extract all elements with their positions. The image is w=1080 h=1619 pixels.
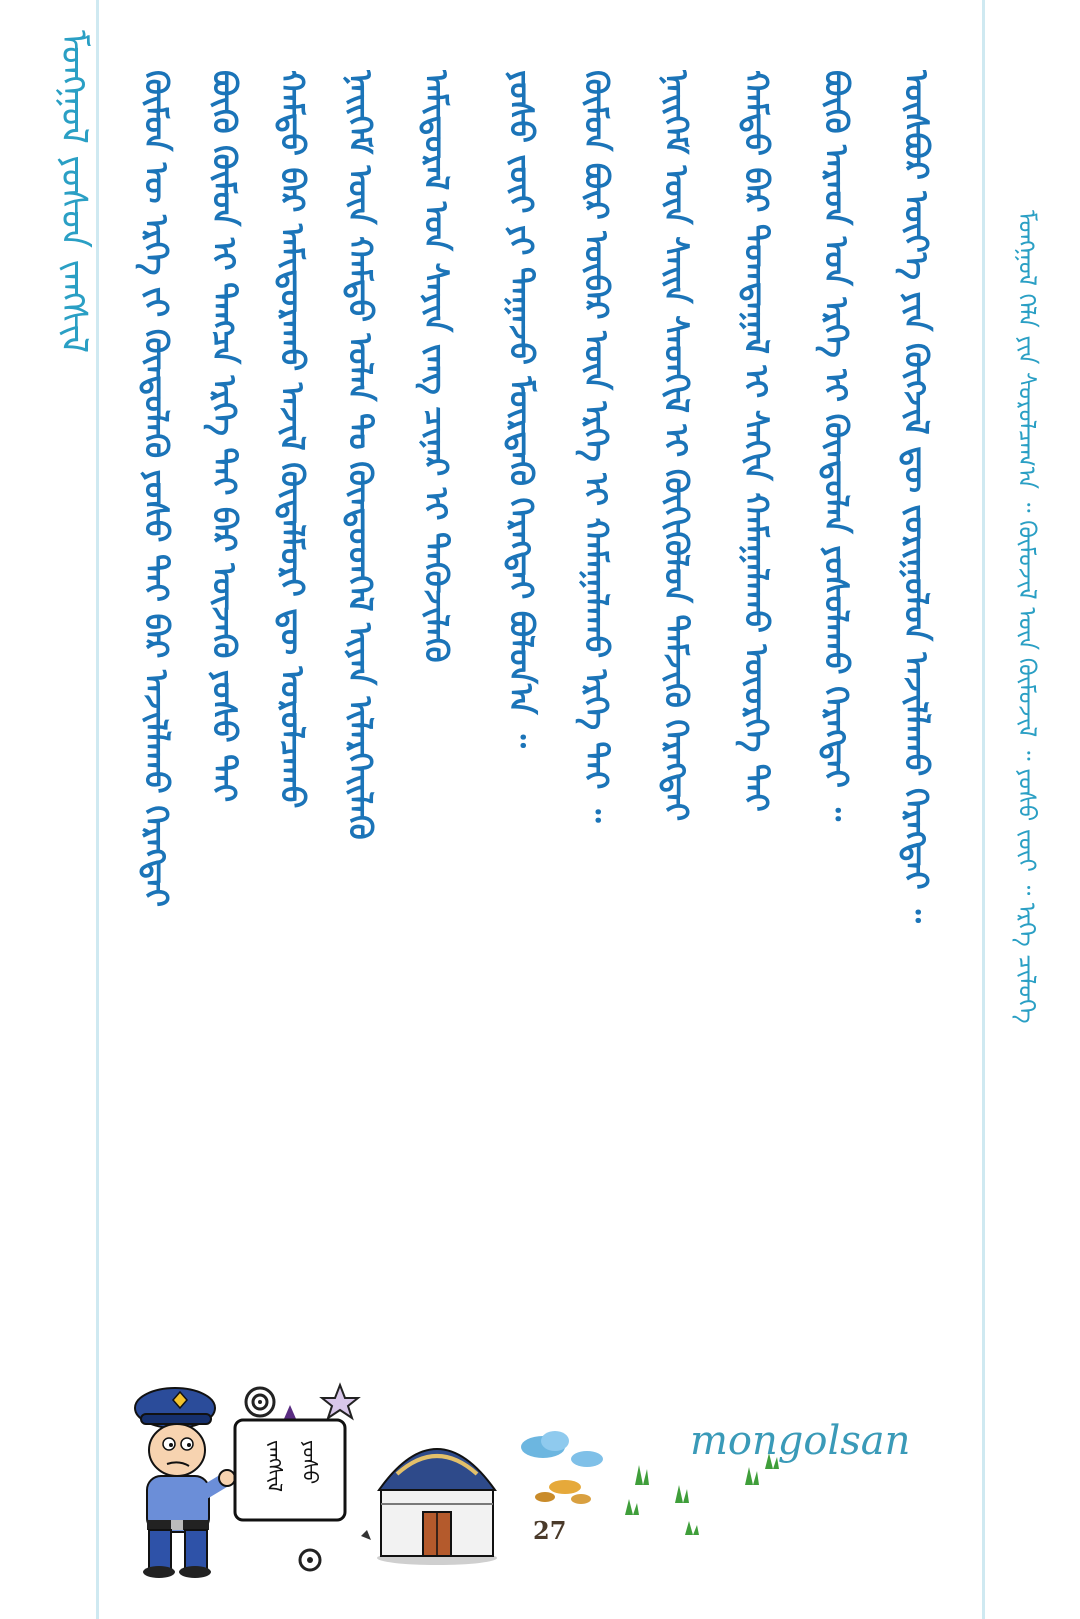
page-number: 27 [533,1516,567,1545]
text-line: ᠬᠦᠮᠦᠨ ᠪᠦᠷ ᠥᠪᠡᠷ ᠦᠨ ᠡᠷᠬᠡ ᠢ ᠬᠠᠮᠠᠭᠠᠯᠠᠬᠤ ᠡᠷᠬᠡ ᠲᠡᠢ ᠃ [577,70,616,823]
text-line: ᠨᠡᠢᠭᠡᠮ ᠦᠨ ᠰᠠᠢᠨ ᠰᠡᠳᠬᠢᠯ ᠢ ᠬᠥᠬᠢᠭᠦᠯᠦᠨ ᠳᠡᠮᠵᠢᠬᠦ ᠬᠡᠷᠡᠭᠲᠡᠢ [657,70,696,822]
text-line: ᠪᠦᠬᠦ ᠠᠷᠠᠳ ᠤᠨ ᠡᠷᠬᠡ ᠢ ᠬᠦᠨᠳᠦᠯᠡᠨ ᠶᠣᠰᠣᠯᠠᠬᠤ ᠬᠡᠷᠡᠭᠲᠡᠢ ᠃ [817,70,856,822]
running-header [10,30,94,990]
yurt-illustration [375,1418,500,1568]
text-line: ᠠᠮᠢᠳᠤᠷᠠᠯ ᠤᠨ ᠰᠠᠶᠢᠨ ᠵᠠᠩ ᠴᠢᠨᠠᠷ ᠢ ᠲᠡᠭᠦᠵᠢᠯᠡᠬᠦ [417,70,456,663]
right-margin-rule [982,0,985,1619]
running-footer [998,210,1058,1370]
body-text [130,70,960,1400]
policeman-illustration [125,1380,375,1580]
running-footer-text: ᠮᠣᠩᠭᠣᠯ ᠬᠡᠯᠡ ᠶᠢᠨ ᠰᠤᠷᠤᠯᠴᠠᠭ᠎ᠠ ᠃ ᠬᠦᠮᠦᠵᠢᠯ ᠦᠨ ᠬᠥᠮᠦᠵᠢᠯ ᠃ ᠶᠣᠰᠣ ᠵᠦᠢ ᠃ ᠡᠷᠬᠡ ᠴᠢᠯᠥᠭᠡ [1013,210,1041,1024]
text-line: ᠬᠠᠮᠲᠤ ᠪᠡᠷ ᠠᠮᠢᠳᠤᠷᠠᠬᠤ ᠠᠵᠢᠯ ᠬᠥᠳᠡᠯᠮᠦᠷᠢ ᠳᠦ ᠣᠷᠣᠯᠴᠠᠬᠤ [273,70,312,809]
text-line: ᠪᠦᠬᠦ ᠬᠦᠮᠦᠨ ᠢ ᠲᠡᠩᠴᠡ ᠡᠷᠬᠡ ᠲᠡᠢ ᠪᠡᠷ ᠦᠵᠡᠬᠦ ᠶᠣᠰᠣ ᠲᠠᠢ [205,70,244,803]
text-line: ᠥᠰᠪᠦᠷ ᠦᠶ᠎ᠡ ᠶᠢᠨ ᠬᠥᠭᠵᠢᠯ ᠳᠦ ᠵᠣᠷᠢᠭᠤᠯᠤᠨ ᠠᠵᠢᠯᠯᠠᠬᠤ ᠬᠡᠷᠡᠭᠲᠡᠢ ᠃ [897,70,936,923]
clouds-decoration [515,1425,610,1515]
running-header-text: ᠮᠣᠩᠭᠣᠯ ᠶᠣᠰᠣᠨ ᠵᠠᠩᠱᠢᠯ [53,30,94,354]
text-line: ᠶᠣᠰᠣ ᠵᠦᠢ ᠶᠢ ᠳᠠᠭᠠᠵᠤ ᠮᠥᠷᠳᠡᠬᠦ ᠬᠡᠷᠡᠭᠲᠡᠢ ᠪᠣᠯᠤᠨ᠎ᠠ ᠃ [502,70,541,748]
text-line: ᠨᠡᠢᠭᠡᠮ ᠦᠨ ᠬᠠᠮᠲᠤ ᠣᠯᠠᠨ ᠲᠤ ᠬᠦᠨᠳᠦᠳᠬᠡᠯ ᠢᠶᠡᠨ ᠢᠯᠡᠷᠬᠡᠢᠯᠡᠬᠦ [341,70,380,840]
sign-text-right: ᠶᠣᠰᠣ [298,1440,322,1485]
sign-text-left: ᠵᠠᠩᠱᠢᠯ [263,1440,287,1493]
text-line: ᠬᠦᠮᠦᠨ ᠦ ᠡᠷᠬᠡ ᠵᠢ ᠬᠦᠨᠳᠦᠯᠡᠬᠦ ᠶᠣᠰᠣ ᠲᠠᠢ ᠪᠡᠷ ᠠᠵᠢᠯᠯᠠᠬᠤ ᠬᠡᠷᠡᠭᠲᠡᠢ [137,70,176,908]
text-line: ᠬᠠᠮᠲᠤ ᠪᠡᠷ ᠲᠣᠭᠲᠠᠭᠠᠯ ᠢ ᠰᠠᠬᠢᠨ ᠬᠠᠮᠠᠭᠠᠯᠠᠬᠤ ᠦᠦᠷᠭᠡ ᠲᠠᠢ [737,70,776,812]
brand-logo-text: mongolsan [690,1418,911,1464]
